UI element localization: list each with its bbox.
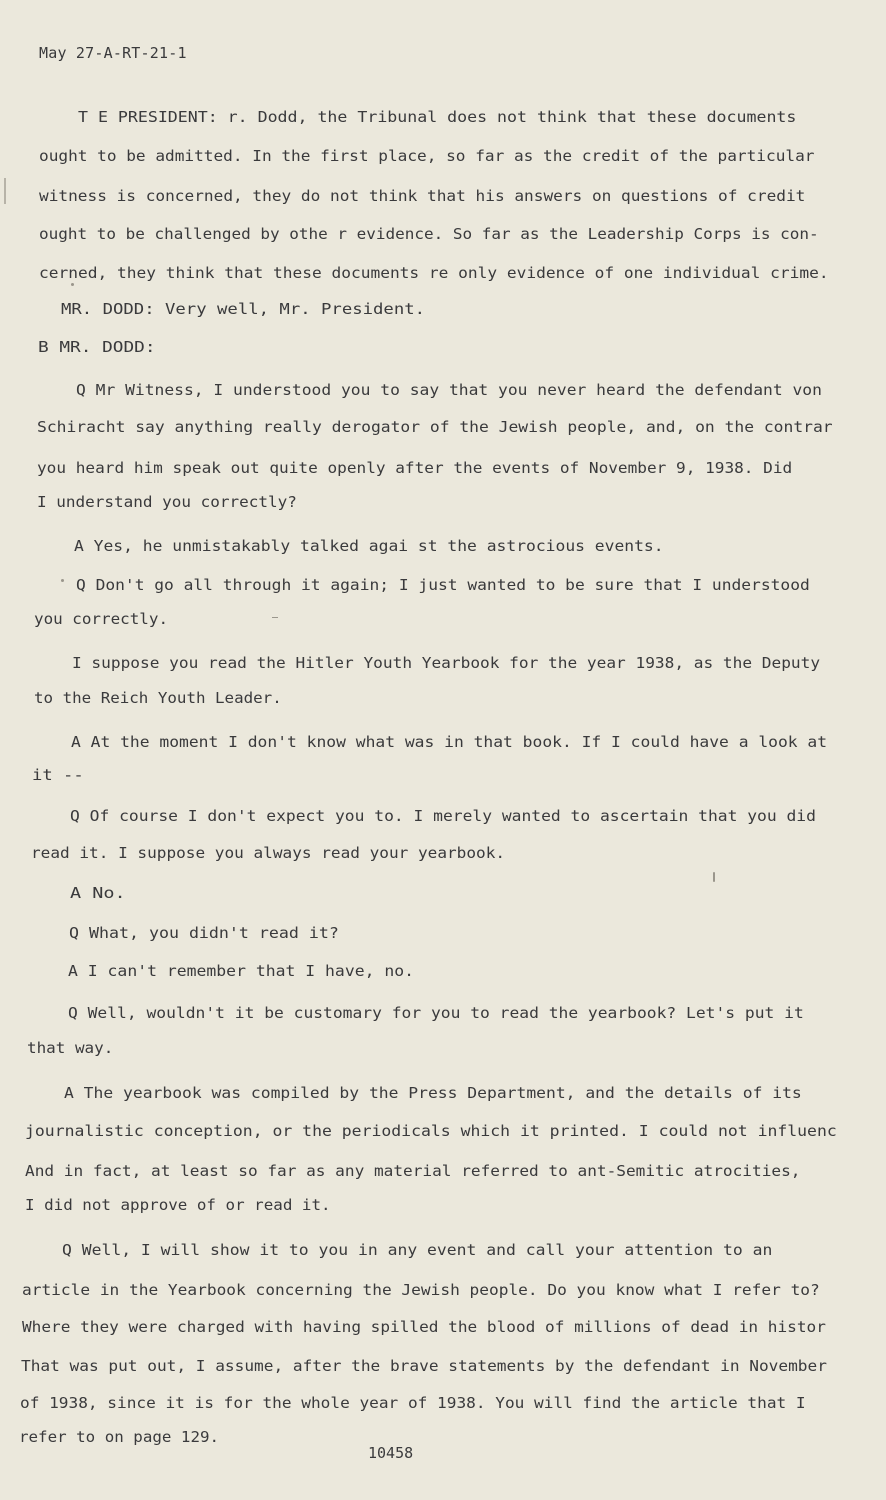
text-line: read it. I suppose you always read your yearbook. — [31, 844, 506, 862]
text-line: Where they were charged with having spilled the blood of millions of dead in histor — [22, 1318, 826, 1336]
page-header-id: May 27-A-RT-21-1 — [39, 44, 187, 62]
paper-speck — [713, 872, 715, 882]
page-number: 10458 — [368, 1444, 414, 1462]
text-line: And in fact, at least so far as any material referred to ant-Semitic atrocities, — [25, 1162, 801, 1180]
text-line: that way. — [27, 1039, 114, 1057]
text-line: Q Don't go all through it again; I just wanted to be sure that I understood — [76, 576, 810, 594]
text-line: you heard him speak out quite openly after the events of November 9, 1938. Did — [37, 459, 793, 477]
text-line: A The yearbook was compiled by the Press Department, and the details of its — [64, 1084, 802, 1102]
paper-speck — [272, 617, 278, 618]
text-line: B MR. DODD: — [38, 338, 156, 356]
text-line: Q Well, I will show it to you in any event and call your attention to an — [62, 1241, 773, 1259]
text-line: That was put out, I assume, after the brave statements by the defendant in November — [21, 1357, 827, 1375]
text-line: MR. DODD: Very well, Mr. President. — [61, 300, 426, 318]
text-line: witness is concerned, they do not think that his answers on questions of credit — [39, 187, 806, 205]
text-line: I understand you correctly? — [37, 493, 297, 511]
text-line: I suppose you read the Hitler Youth Yearbook for the year 1938, as the Deputy — [72, 654, 821, 672]
paper-speck — [71, 283, 74, 286]
text-line: Schiracht say anything really derogator of the Jewish people, and, on the contrar — [37, 418, 833, 436]
paper-edge-mark — [4, 178, 6, 204]
text-line: refer to on page 129. — [19, 1428, 220, 1446]
text-line: A Yes, he unmistakably talked agai st the astrocious events. — [74, 537, 664, 555]
paper-speck — [61, 579, 64, 582]
text-line: you correctly. — [34, 610, 169, 628]
text-line: to the Reich Youth Leader. — [34, 689, 282, 707]
text-line: I did not approve of or read it. — [25, 1196, 331, 1214]
text-line: of 1938, since it is for the whole year of 1938. You will find the article that I — [20, 1394, 806, 1412]
text-line: A At the moment I don't know what was in that book. If I could have a look at — [71, 733, 828, 751]
text-line: ought to be admitted. In the first place, so far as the credit of the particular — [39, 147, 815, 165]
text-line: Q What, you didn't read it? — [69, 924, 339, 942]
text-line: it -- — [32, 766, 84, 784]
text-line: article in the Yearbook concerning the Jewish people. Do you know what I refer to? — [22, 1281, 820, 1299]
text-line: T E PRESIDENT: r. Dodd, the Tribunal does not think that these documents — [78, 108, 797, 126]
text-line: Q Mr Witness, I understood you to say that you never heard the defendant von — [76, 381, 822, 399]
text-line: cerned, they think that these documents re only evidence of one individual crime. — [39, 264, 829, 282]
text-line: Q Of course I don't expect you to. I merely wanted to ascertain that you did — [70, 807, 816, 825]
text-line: A No. — [70, 884, 126, 902]
text-line: Q Well, wouldn't it be customary for you to read the yearbook? Let's put it — [68, 1004, 804, 1022]
text-line: A I can't remember that I have, no. — [68, 962, 415, 980]
text-line: journalistic conception, or the periodicals which it printed. I could not influenc — [25, 1122, 837, 1140]
text-line: ought to be challenged by othe r evidence. So far as the Leadership Corps is con- — [39, 225, 819, 243]
